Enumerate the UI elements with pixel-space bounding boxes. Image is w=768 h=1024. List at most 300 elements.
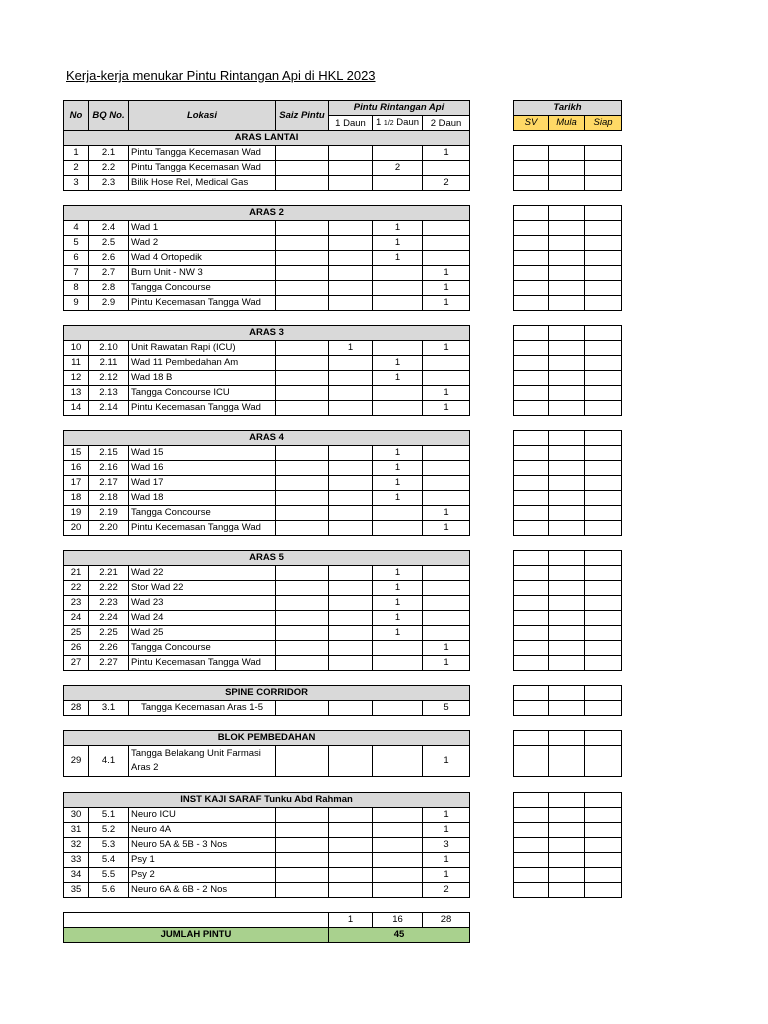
siap-cell	[585, 596, 622, 611]
sv-cell	[514, 161, 549, 176]
section-title: BLOK PEMBEDAHAN	[64, 731, 470, 746]
header-row	[64, 101, 470, 116]
tarikh-row	[514, 296, 622, 311]
daun15-cell: 2	[373, 161, 423, 176]
bq-cell: 2.25	[89, 626, 129, 641]
lokasi-cell: Pintu Kecemasan Tangga Wad	[129, 401, 276, 416]
mula-cell	[549, 236, 585, 251]
mula-cell	[549, 641, 585, 656]
lokasi-cell: Neuro 5A & 5B - 3 Nos	[129, 838, 276, 853]
daun1-cell	[329, 476, 373, 491]
lokasi-cell: Wad 1	[129, 221, 276, 236]
daun1-cell	[329, 176, 373, 191]
tarikh-row	[514, 266, 622, 281]
tarikh-table	[513, 550, 622, 671]
daun1-cell	[329, 868, 373, 883]
bq-cell: 2.13	[89, 386, 129, 401]
saiz-cell	[276, 491, 329, 506]
saiz-cell	[276, 506, 329, 521]
mula-cell	[549, 581, 585, 596]
col-lokasi-header: Lokasi	[129, 101, 276, 132]
saiz-cell	[276, 611, 329, 626]
no-cell: 20	[64, 521, 89, 536]
mula-header: Mula	[549, 116, 585, 131]
saiz-cell	[276, 883, 329, 898]
table-row	[64, 626, 470, 641]
table-row	[64, 371, 470, 386]
no-cell: 35	[64, 883, 89, 898]
daun15-cell: 1	[373, 581, 423, 596]
daun15-cell: 1	[373, 251, 423, 266]
table-row	[64, 853, 470, 868]
table-row	[64, 581, 470, 596]
table-row	[64, 251, 470, 266]
tarikh-row	[514, 641, 622, 656]
daun2-cell	[423, 236, 470, 251]
mula-cell	[549, 506, 585, 521]
table-row	[64, 808, 470, 823]
tarikh-blank-row	[514, 551, 622, 566]
lokasi-cell: Tangga Concourse	[129, 281, 276, 296]
saiz-cell	[276, 221, 329, 236]
tarikh-row	[514, 461, 622, 476]
tarikh-cell	[549, 551, 585, 566]
col-no-header: No	[64, 101, 89, 132]
tarikh-row	[514, 626, 622, 641]
tarikh-table	[513, 205, 622, 311]
saiz-cell	[276, 566, 329, 581]
mula-cell	[549, 746, 585, 777]
no-cell: 33	[64, 853, 89, 868]
tarikh-cell	[585, 326, 622, 341]
sv-cell	[514, 146, 549, 161]
lokasi-cell: Pintu Kecemasan Tangga Wad	[129, 521, 276, 536]
tarikh-row	[514, 808, 622, 823]
daun15-cell	[373, 746, 423, 777]
sv-cell	[514, 656, 549, 671]
sv-cell	[514, 626, 549, 641]
saiz-cell	[276, 656, 329, 671]
sv-cell	[514, 491, 549, 506]
daun1-cell	[329, 808, 373, 823]
no-cell: 16	[64, 461, 89, 476]
daun1-cell	[329, 461, 373, 476]
bq-cell: 2.4	[89, 221, 129, 236]
siap-cell	[585, 868, 622, 883]
tarikh-blank-row	[514, 431, 622, 446]
tarikh-cell	[549, 431, 585, 446]
col-2daun-header: 2 Daun	[423, 116, 470, 132]
section-header-row	[64, 206, 470, 221]
siap-cell	[585, 251, 622, 266]
col-bq-header: BQ No.	[89, 101, 129, 132]
sv-cell	[514, 236, 549, 251]
tarikh-table	[513, 685, 622, 716]
daun2-cell: 1	[423, 823, 470, 838]
lokasi-cell: Burn Unit - NW 3	[129, 266, 276, 281]
saiz-cell	[276, 356, 329, 371]
tarikh-cell	[549, 686, 585, 701]
daun1-cell	[329, 626, 373, 641]
daun2-cell: 3	[423, 838, 470, 853]
no-cell: 7	[64, 266, 89, 281]
no-cell: 6	[64, 251, 89, 266]
sv-cell	[514, 176, 549, 191]
daun15-cell: 1	[373, 611, 423, 626]
bq-cell: 2.26	[89, 641, 129, 656]
tarikh-row	[514, 701, 622, 716]
no-cell: 19	[64, 506, 89, 521]
siap-cell	[585, 176, 622, 191]
tarikh-row	[514, 221, 622, 236]
mula-cell	[549, 281, 585, 296]
bq-cell: 2.14	[89, 401, 129, 416]
daun15-cell: 1	[373, 236, 423, 251]
mula-cell	[549, 656, 585, 671]
mula-cell	[549, 701, 585, 716]
tarikh-blank-row	[514, 731, 622, 746]
sv-cell	[514, 461, 549, 476]
lokasi-cell: Wad 16	[129, 461, 276, 476]
bq-cell: 2.10	[89, 341, 129, 356]
tarikh-row	[514, 476, 622, 491]
lokasi-cell: Stor Wad 22	[129, 581, 276, 596]
bq-cell: 5.5	[89, 868, 129, 883]
jumlah-label: JUMLAH PINTU	[64, 928, 329, 943]
no-cell: 29	[64, 746, 89, 777]
saiz-cell	[276, 596, 329, 611]
tarikh-row	[514, 611, 622, 626]
mula-cell	[549, 161, 585, 176]
tarikh-table	[513, 792, 622, 898]
no-cell: 34	[64, 868, 89, 883]
siap-cell	[585, 401, 622, 416]
daun2-cell: 1	[423, 808, 470, 823]
siap-cell	[585, 611, 622, 626]
sv-cell	[514, 296, 549, 311]
tarikh-row	[514, 506, 622, 521]
daun1-cell	[329, 146, 373, 161]
saiz-cell	[276, 281, 329, 296]
lokasi-cell: Neuro 4A	[129, 823, 276, 838]
siap-cell	[585, 883, 622, 898]
table-row	[64, 446, 470, 461]
section-table	[63, 205, 470, 311]
daun1-cell	[329, 823, 373, 838]
section-header-row	[64, 326, 470, 341]
mula-cell	[549, 461, 585, 476]
daun15-cell: 1	[373, 566, 423, 581]
sv-cell	[514, 641, 549, 656]
lokasi-cell: Neuro ICU	[129, 808, 276, 823]
daun2-cell	[423, 251, 470, 266]
mula-cell	[549, 266, 585, 281]
siap-cell	[585, 161, 622, 176]
siap-cell	[585, 356, 622, 371]
saiz-cell	[276, 476, 329, 491]
table-row	[64, 401, 470, 416]
sv-cell	[514, 476, 549, 491]
tarikh-header-table	[513, 100, 622, 131]
table-row	[64, 236, 470, 251]
daun1-cell	[329, 281, 373, 296]
daun15-cell	[373, 883, 423, 898]
section-header-row	[64, 431, 470, 446]
section-title: ARAS 2	[64, 206, 470, 221]
lokasi-cell: Wad 18 B	[129, 371, 276, 386]
siap-cell	[585, 296, 622, 311]
daun1-cell	[329, 611, 373, 626]
saiz-cell	[276, 176, 329, 191]
daun15-cell: 1	[373, 446, 423, 461]
saiz-cell	[276, 251, 329, 266]
daun15-cell	[373, 838, 423, 853]
col-saiz-header: Saiz Pintu	[276, 101, 329, 132]
saiz-cell	[276, 161, 329, 176]
daun2-cell	[423, 626, 470, 641]
lokasi-cell: Wad 22	[129, 566, 276, 581]
no-cell: 4	[64, 221, 89, 236]
daun2-cell	[423, 581, 470, 596]
bq-cell: 2.11	[89, 356, 129, 371]
sv-cell	[514, 838, 549, 853]
daun2-cell: 1	[423, 853, 470, 868]
lokasi-cell: Tangga Concourse	[129, 641, 276, 656]
tarikh-row	[514, 251, 622, 266]
no-cell: 13	[64, 386, 89, 401]
tarikh-cell	[514, 793, 549, 808]
daun1-cell	[329, 266, 373, 281]
table-row	[64, 281, 470, 296]
lokasi-cell: Wad 2	[129, 236, 276, 251]
header-table	[63, 100, 470, 132]
bq-cell: 2.18	[89, 491, 129, 506]
sv-cell	[514, 823, 549, 838]
section-table	[63, 325, 470, 416]
no-cell: 1	[64, 146, 89, 161]
section-header-row	[64, 131, 470, 146]
sv-cell	[514, 281, 549, 296]
mula-cell	[549, 146, 585, 161]
section-table	[63, 430, 470, 536]
tarikh-cell	[549, 206, 585, 221]
daun15-cell	[373, 386, 423, 401]
daun1-cell	[329, 641, 373, 656]
no-cell: 21	[64, 566, 89, 581]
bq-cell: 2.19	[89, 506, 129, 521]
lokasi-cell: Pintu Kecemasan Tangga Wad	[129, 656, 276, 671]
tarikh-cell	[514, 326, 549, 341]
tarikh-title-row	[514, 101, 622, 116]
tarikh-table	[513, 325, 622, 416]
saiz-cell	[276, 341, 329, 356]
tarikh-blank-row	[514, 793, 622, 808]
bq-cell: 2.6	[89, 251, 129, 266]
saiz-cell	[276, 236, 329, 251]
table-row	[64, 521, 470, 536]
lokasi-cell: Wad 24	[129, 611, 276, 626]
section-table	[63, 550, 470, 671]
daun1-cell	[329, 491, 373, 506]
siap-cell	[585, 461, 622, 476]
daun1-cell	[329, 506, 373, 521]
tarikh-row	[514, 401, 622, 416]
no-cell: 18	[64, 491, 89, 506]
mula-cell	[549, 296, 585, 311]
no-cell: 3	[64, 176, 89, 191]
table-row	[64, 461, 470, 476]
section-title: INST KAJI SARAF Tunku Abd Rahman	[64, 793, 470, 808]
mula-cell	[549, 251, 585, 266]
table-row	[64, 386, 470, 401]
table-row	[64, 266, 470, 281]
daun2-cell: 1	[423, 296, 470, 311]
sv-cell	[514, 611, 549, 626]
daun15-cell	[373, 521, 423, 536]
daun2-cell: 1	[423, 281, 470, 296]
siap-cell	[585, 581, 622, 596]
lokasi-cell: Tangga Belakang Unit Farmasi Aras 2	[129, 746, 276, 777]
daun15-cell: 1	[373, 461, 423, 476]
lokasi-cell: Wad 25	[129, 626, 276, 641]
bq-cell: 2.23	[89, 596, 129, 611]
siap-cell	[585, 446, 622, 461]
daun2-cell	[423, 566, 470, 581]
no-cell: 24	[64, 611, 89, 626]
tarikh-row	[514, 371, 622, 386]
no-cell: 10	[64, 341, 89, 356]
sv-cell	[514, 521, 549, 536]
tarikh-header: Tarikh	[514, 101, 622, 116]
table-row	[64, 596, 470, 611]
section-table	[63, 130, 470, 191]
daun2-cell	[423, 596, 470, 611]
section-title: SPINE CORRIDOR	[64, 686, 470, 701]
mula-cell	[549, 566, 585, 581]
bq-cell: 4.1	[89, 746, 129, 777]
table-row	[64, 656, 470, 671]
siap-cell	[585, 281, 622, 296]
bq-cell: 2.27	[89, 656, 129, 671]
section-table	[63, 730, 470, 777]
mula-cell	[549, 853, 585, 868]
siap-cell	[585, 808, 622, 823]
siap-cell	[585, 266, 622, 281]
bq-cell: 3.1	[89, 701, 129, 716]
mula-cell	[549, 221, 585, 236]
col-1daun-header: 1 Daun	[329, 116, 373, 132]
lokasi-cell: Psy 2	[129, 868, 276, 883]
siap-cell	[585, 656, 622, 671]
jumlah-row	[64, 928, 470, 943]
bq-cell: 2.9	[89, 296, 129, 311]
table-row	[64, 506, 470, 521]
mula-cell	[549, 611, 585, 626]
daun15-cell	[373, 176, 423, 191]
bq-cell: 2.8	[89, 281, 129, 296]
daun2-cell	[423, 356, 470, 371]
saiz-cell	[276, 266, 329, 281]
daun2-cell: 1	[423, 656, 470, 671]
saiz-cell	[276, 521, 329, 536]
table-row	[64, 746, 470, 777]
sv-cell	[514, 371, 549, 386]
sv-cell	[514, 251, 549, 266]
mula-cell	[549, 838, 585, 853]
daun15-cell: 1	[373, 596, 423, 611]
mula-cell	[549, 883, 585, 898]
bq-cell: 5.6	[89, 883, 129, 898]
saiz-cell	[276, 461, 329, 476]
tarikh-cell	[514, 551, 549, 566]
daun1-cell	[329, 566, 373, 581]
siap-cell	[585, 371, 622, 386]
section-title: ARAS LANTAI	[64, 131, 470, 146]
tarikh-cell	[585, 206, 622, 221]
tarikh-blank-row	[514, 326, 622, 341]
daun15-cell	[373, 701, 423, 716]
totals-table	[63, 912, 470, 943]
sv-cell	[514, 808, 549, 823]
table-row	[64, 611, 470, 626]
tarikh-row	[514, 491, 622, 506]
saiz-cell	[276, 701, 329, 716]
sv-cell	[514, 341, 549, 356]
tarikh-cell	[585, 793, 622, 808]
lokasi-cell: Wad 11 Pembedahan Am	[129, 356, 276, 371]
daun15-cell	[373, 853, 423, 868]
sv-cell	[514, 596, 549, 611]
section-header-row	[64, 731, 470, 746]
tarikh-row	[514, 146, 622, 161]
no-cell: 12	[64, 371, 89, 386]
lokasi-cell: Tangga Kecemasan Aras 1-5	[129, 701, 276, 716]
siap-cell	[585, 838, 622, 853]
tarikh-blank-row	[514, 686, 622, 701]
daun15-cell: 1	[373, 371, 423, 386]
daun1-cell	[329, 401, 373, 416]
daun2-cell: 1	[423, 146, 470, 161]
bq-cell: 5.2	[89, 823, 129, 838]
daun2-cell	[423, 161, 470, 176]
no-cell: 9	[64, 296, 89, 311]
page-title: Kerja-kerja menukar Pintu Rintangan Api di HKL 2023	[66, 68, 376, 83]
daun2-cell	[423, 491, 470, 506]
daun15-cell	[373, 401, 423, 416]
lokasi-cell: Psy 1	[129, 853, 276, 868]
sv-cell	[514, 883, 549, 898]
daun2-cell	[423, 446, 470, 461]
mula-cell	[549, 356, 585, 371]
daun1-cell	[329, 656, 373, 671]
lokasi-cell: Wad 4 Ortopedik	[129, 251, 276, 266]
lokasi-cell: Tangga Concourse ICU	[129, 386, 276, 401]
mula-cell	[549, 491, 585, 506]
daun1-cell	[329, 251, 373, 266]
no-cell: 8	[64, 281, 89, 296]
tarikh-cell	[514, 206, 549, 221]
daun15-cell	[373, 146, 423, 161]
no-cell: 26	[64, 641, 89, 656]
mula-cell	[549, 401, 585, 416]
tarikh-row	[514, 823, 622, 838]
lokasi-cell: Wad 18	[129, 491, 276, 506]
tarikh-cell	[585, 431, 622, 446]
tarikh-row	[514, 386, 622, 401]
siap-cell	[585, 386, 622, 401]
daun15-cell	[373, 296, 423, 311]
daun2-cell: 1	[423, 641, 470, 656]
